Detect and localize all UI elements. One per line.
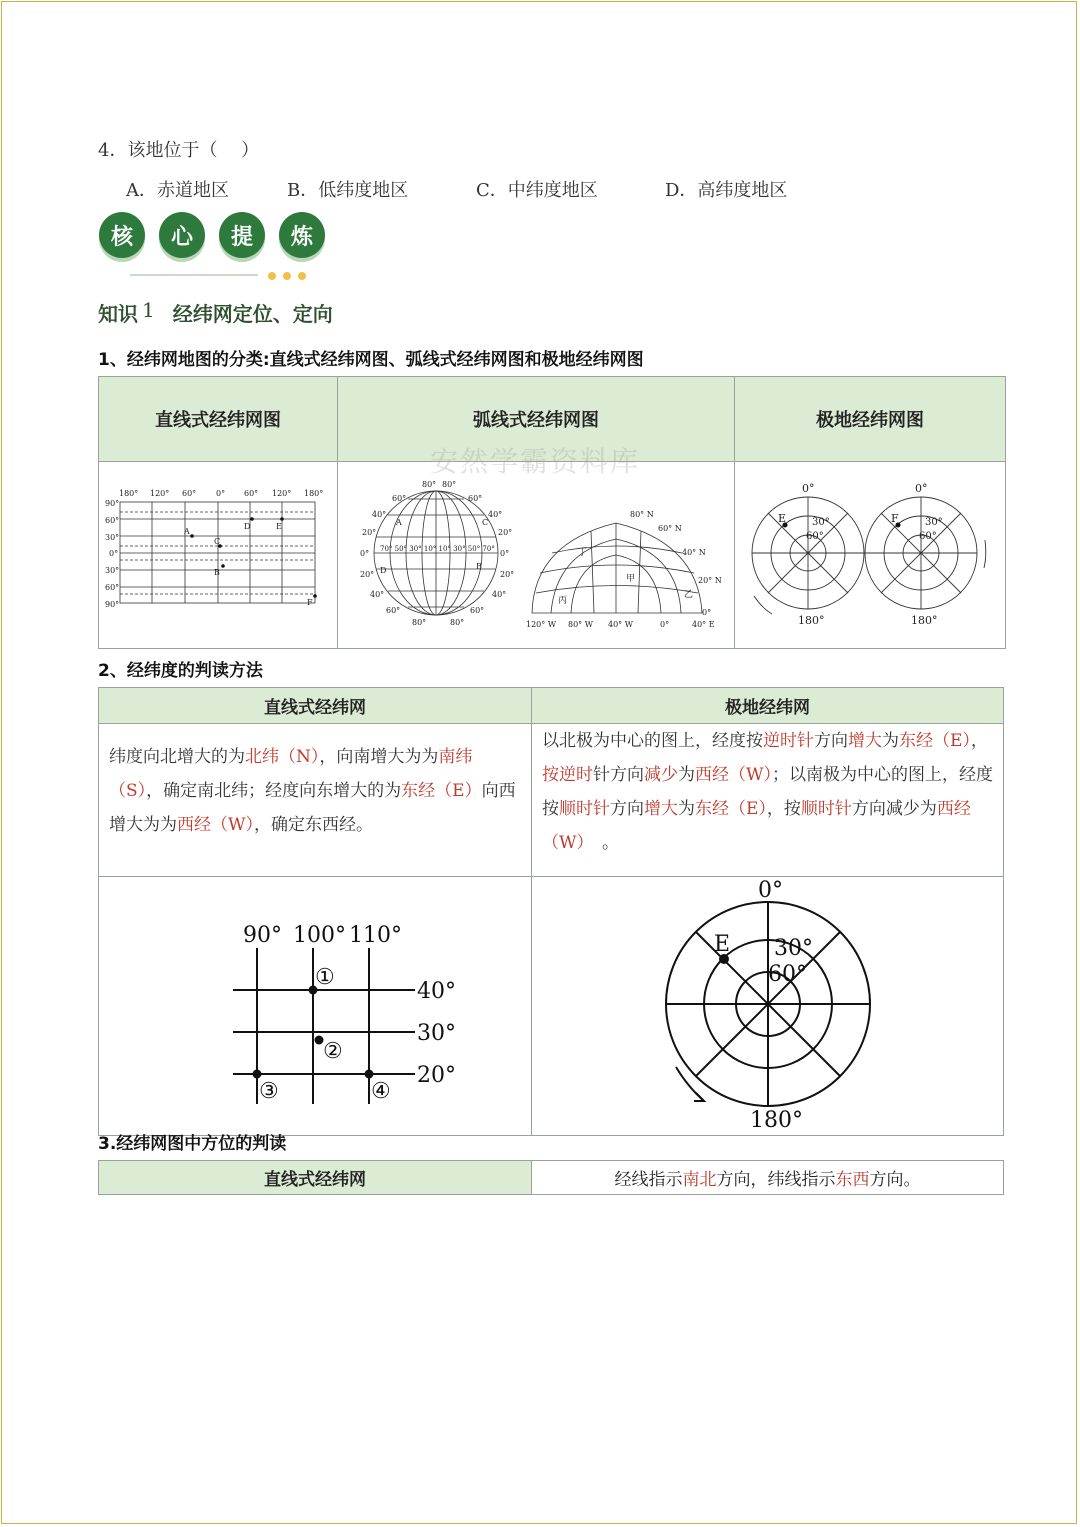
option-b: B．低纬度地区	[287, 180, 409, 201]
grid-lat-label: 30°	[417, 1021, 456, 1046]
rect-lat-label: 60°	[105, 583, 120, 592]
rect-method-text	[99, 724, 532, 877]
arc-label: 60°	[392, 494, 407, 503]
option-d: D．高纬度地区	[665, 180, 788, 201]
rect-lat-label: 90°	[105, 499, 120, 508]
polar1-ring2: 60°	[806, 531, 824, 542]
polar-method-run: 顺时针	[800, 799, 852, 819]
rect-point: E	[276, 522, 282, 531]
fan-point: 丁	[578, 548, 588, 558]
rect-lat-label: 60°	[105, 516, 120, 525]
grid-lon-label: 100°	[293, 923, 346, 948]
polar1-point: E	[778, 512, 787, 525]
fan-lat: 40° N	[682, 548, 706, 557]
polar-method-run: 西经（W）	[542, 799, 971, 853]
rect-lat-label: 30°	[105, 533, 120, 542]
rect-lon-label: 180°	[119, 489, 139, 498]
arc-mid-label: 70° 50° 30° 10° 10° 30° 50° 70°	[380, 545, 495, 553]
direction-run: 经线指示	[614, 1170, 683, 1190]
arc-label: 80°	[450, 618, 465, 627]
knowledge-title	[98, 298, 333, 327]
grid-point: ②	[323, 1039, 343, 1064]
reading-method-table	[98, 687, 1004, 1136]
fan-point: 甲	[626, 574, 636, 584]
badge-divider	[130, 274, 258, 276]
arc-label: 40°	[370, 590, 385, 599]
direction-run: 方向。	[869, 1170, 921, 1190]
globe-point: B	[476, 562, 482, 571]
grid-figure-cell	[99, 877, 532, 1136]
rect-lon-label: 120°	[272, 489, 292, 498]
polar-method-run: 减少	[644, 765, 678, 785]
rect-point: A	[184, 527, 190, 536]
fan-point: 丙	[558, 596, 568, 606]
arc-label: 80°	[422, 480, 437, 489]
direction-run: 东西	[835, 1170, 870, 1190]
polar-ring2: 60°	[767, 962, 807, 987]
fan-lat: 60° N	[658, 524, 682, 533]
polar-figure	[638, 878, 898, 1133]
polar-maps-figure	[740, 478, 1000, 628]
section1-title: 1、经纬网地图的分类:直线式经纬网图、弧线式经纬网图和极地经纬网图	[98, 350, 644, 370]
option-c: C．中纬度地区	[476, 180, 598, 201]
arc-label: 20°	[360, 570, 375, 579]
fan-lon: 0°	[660, 620, 670, 629]
rect-map-cell	[99, 462, 338, 649]
polar-point: E	[713, 932, 730, 957]
header-rect: 直线式经纬网	[99, 688, 532, 724]
polar-method-run: 增大	[644, 799, 678, 819]
rect-method-run: 东经（E）	[401, 781, 482, 801]
polar-method-run: 方向减少为	[851, 799, 937, 819]
polar-top: 0°	[757, 878, 783, 903]
rect-lat-label: 0°	[109, 549, 119, 558]
rect-method-run: 向西增大为为	[109, 781, 516, 835]
polar-map-cell	[735, 462, 1006, 649]
polar2-bottom: 180°	[911, 614, 938, 627]
direction-run: 方向，纬线指示	[716, 1170, 836, 1190]
option-a: A．赤道地区	[126, 180, 229, 201]
polar-method-run: 东经（E）	[695, 799, 767, 819]
arc-label: 0°	[360, 549, 370, 558]
rect-point: C	[214, 537, 221, 546]
polar-method-run: 为	[678, 765, 695, 785]
grid-figure	[185, 904, 456, 1104]
rect-lon-label: 120°	[150, 489, 170, 498]
arc-label: 40°	[372, 510, 387, 519]
grid-lon-label: 110°	[349, 923, 402, 948]
badge-xin: 心	[159, 212, 205, 258]
polar2-ring1: 30°	[925, 517, 943, 528]
polar1-top: 0°	[802, 482, 815, 495]
rect-lat-label: 30°	[105, 566, 120, 575]
direction-head: 直线式经纬网	[99, 1161, 532, 1195]
rect-point: F	[307, 598, 313, 607]
polar-method-paragraph	[542, 724, 995, 860]
globe-point: C	[482, 518, 489, 527]
globe-point: D	[380, 566, 387, 575]
polar-method-run: 。	[584, 833, 619, 853]
knowledge-num: 1	[142, 298, 155, 322]
polar2-top: 0°	[915, 482, 928, 495]
polar2-point: F	[891, 512, 899, 525]
badge-he: 核	[99, 212, 145, 258]
header-rect-map: 直线式经纬网图	[99, 377, 338, 462]
polar-method-run: 为	[882, 731, 899, 751]
polar1-ring1: 30°	[812, 517, 830, 528]
rect-lat-label: 90°	[105, 600, 120, 609]
question-stem: 4．该地位于（ ）	[98, 140, 260, 161]
fan-lon: 40° E	[692, 620, 715, 629]
polar2-ring2: 60°	[919, 531, 937, 542]
knowledge-prefix: 知识	[98, 302, 138, 326]
fan-lat: 20° N	[698, 576, 722, 585]
badge-lian: 炼	[279, 212, 325, 258]
polar-method-run: 顺时针	[559, 799, 610, 819]
polar-bottom: 180°	[749, 1108, 803, 1133]
arc-label: 60°	[386, 606, 401, 615]
arc-label: 40°	[492, 590, 507, 599]
rect-method-paragraph	[109, 740, 523, 842]
polar-method-run: 东经（E）	[899, 731, 971, 751]
polar-method-run: 西经（W）	[695, 765, 772, 785]
arc-label: 20°	[500, 570, 515, 579]
rect-method-run: 纬度向北增大的为	[109, 747, 245, 767]
rect-method-run: ，向南增大为为	[319, 747, 439, 767]
header-polar: 极地经纬网	[532, 688, 1004, 724]
map-types-table	[98, 376, 1006, 649]
fan-lat: 80° N	[630, 510, 654, 519]
decor-dot	[283, 272, 291, 280]
rect-lon-label: 60°	[182, 489, 197, 498]
polar-figure-cell	[532, 877, 1004, 1136]
rect-method-run: ，确定东西经。	[253, 815, 373, 835]
polar1-bottom: 180°	[798, 614, 825, 627]
polar-ring1: 30°	[773, 936, 813, 961]
rect-map-figure	[104, 488, 332, 618]
polar-method-text	[532, 724, 1004, 877]
direction-run: 南北	[682, 1170, 717, 1190]
polar-method-run: 增大	[848, 731, 882, 751]
rect-method-run: 北纬（N）	[245, 747, 320, 767]
grid-lat-label: 20°	[417, 1063, 456, 1088]
rect-method-run: 西经（W）	[177, 815, 254, 835]
rect-lon-label: 0°	[216, 489, 226, 498]
rect-lon-label: 180°	[304, 489, 324, 498]
direction-table	[98, 1160, 1004, 1195]
rect-point: D	[244, 522, 251, 531]
polar-method-run: 按逆时	[542, 765, 593, 785]
arc-label: 60°	[468, 494, 483, 503]
section3-title: 3.经纬网图中方位的判读	[98, 1134, 287, 1154]
fan-lon: 80° W	[568, 620, 593, 629]
header-arc-map: 弧线式经纬网图	[338, 377, 735, 462]
polar-method-run: 方向	[610, 799, 644, 819]
rect-method-run: 南纬（S）	[109, 747, 473, 801]
arc-label: 20°	[498, 528, 513, 537]
polar-method-run: 针方向	[593, 765, 644, 785]
arc-label: 20°	[362, 528, 377, 537]
polar-method-run: 逆时针	[763, 731, 814, 751]
arc-label: 0°	[500, 549, 510, 558]
rect-method-run: ，确定南北纬；经度向东增大的为	[146, 781, 402, 801]
rect-point: B	[214, 568, 220, 577]
polar-method-run: ，按	[766, 799, 801, 819]
grid-point: ③	[259, 1079, 279, 1104]
polar-method-run: ；以南极为中心的图上，经度按	[542, 765, 993, 819]
arc-label: 80°	[442, 480, 457, 489]
direction-text	[532, 1161, 1004, 1195]
polar-method-run: ，	[970, 731, 988, 751]
polar-method-run: 以北极为中心的图上，经度按	[542, 731, 763, 751]
decor-dot	[298, 272, 306, 280]
fan-lon: 40° W	[608, 620, 633, 629]
decor-dot	[268, 272, 276, 280]
polar-method-run: 方向	[814, 731, 848, 751]
grid-point: ①	[315, 965, 335, 990]
arc-label: 60°	[470, 606, 485, 615]
rect-lon-label: 60°	[244, 489, 259, 498]
polar-method-run: 为	[678, 799, 695, 819]
section2-title: 2、经纬度的判读方法	[98, 661, 263, 681]
fan-lat: 0°	[702, 608, 712, 617]
badge-ti: 提	[219, 212, 265, 258]
fan-point: 乙	[684, 590, 694, 600]
globe-point: A	[396, 518, 402, 527]
arc-map-cell	[338, 462, 735, 649]
knowledge-heading: 经纬网定位、定向	[172, 302, 333, 326]
header-polar-map: 极地经纬网图	[735, 377, 1006, 462]
grid-point: ④	[371, 1079, 391, 1104]
arc-map-figure	[346, 473, 726, 633]
fan-lon: 120° W	[526, 620, 557, 629]
direction-paragraph	[615, 1170, 921, 1190]
arc-label: 80°	[412, 618, 427, 627]
watermark: 安然学霸资料库	[430, 445, 641, 478]
grid-lon-label: 90°	[243, 923, 282, 948]
grid-lat-label: 40°	[417, 979, 456, 1004]
arc-label: 40°	[488, 510, 503, 519]
